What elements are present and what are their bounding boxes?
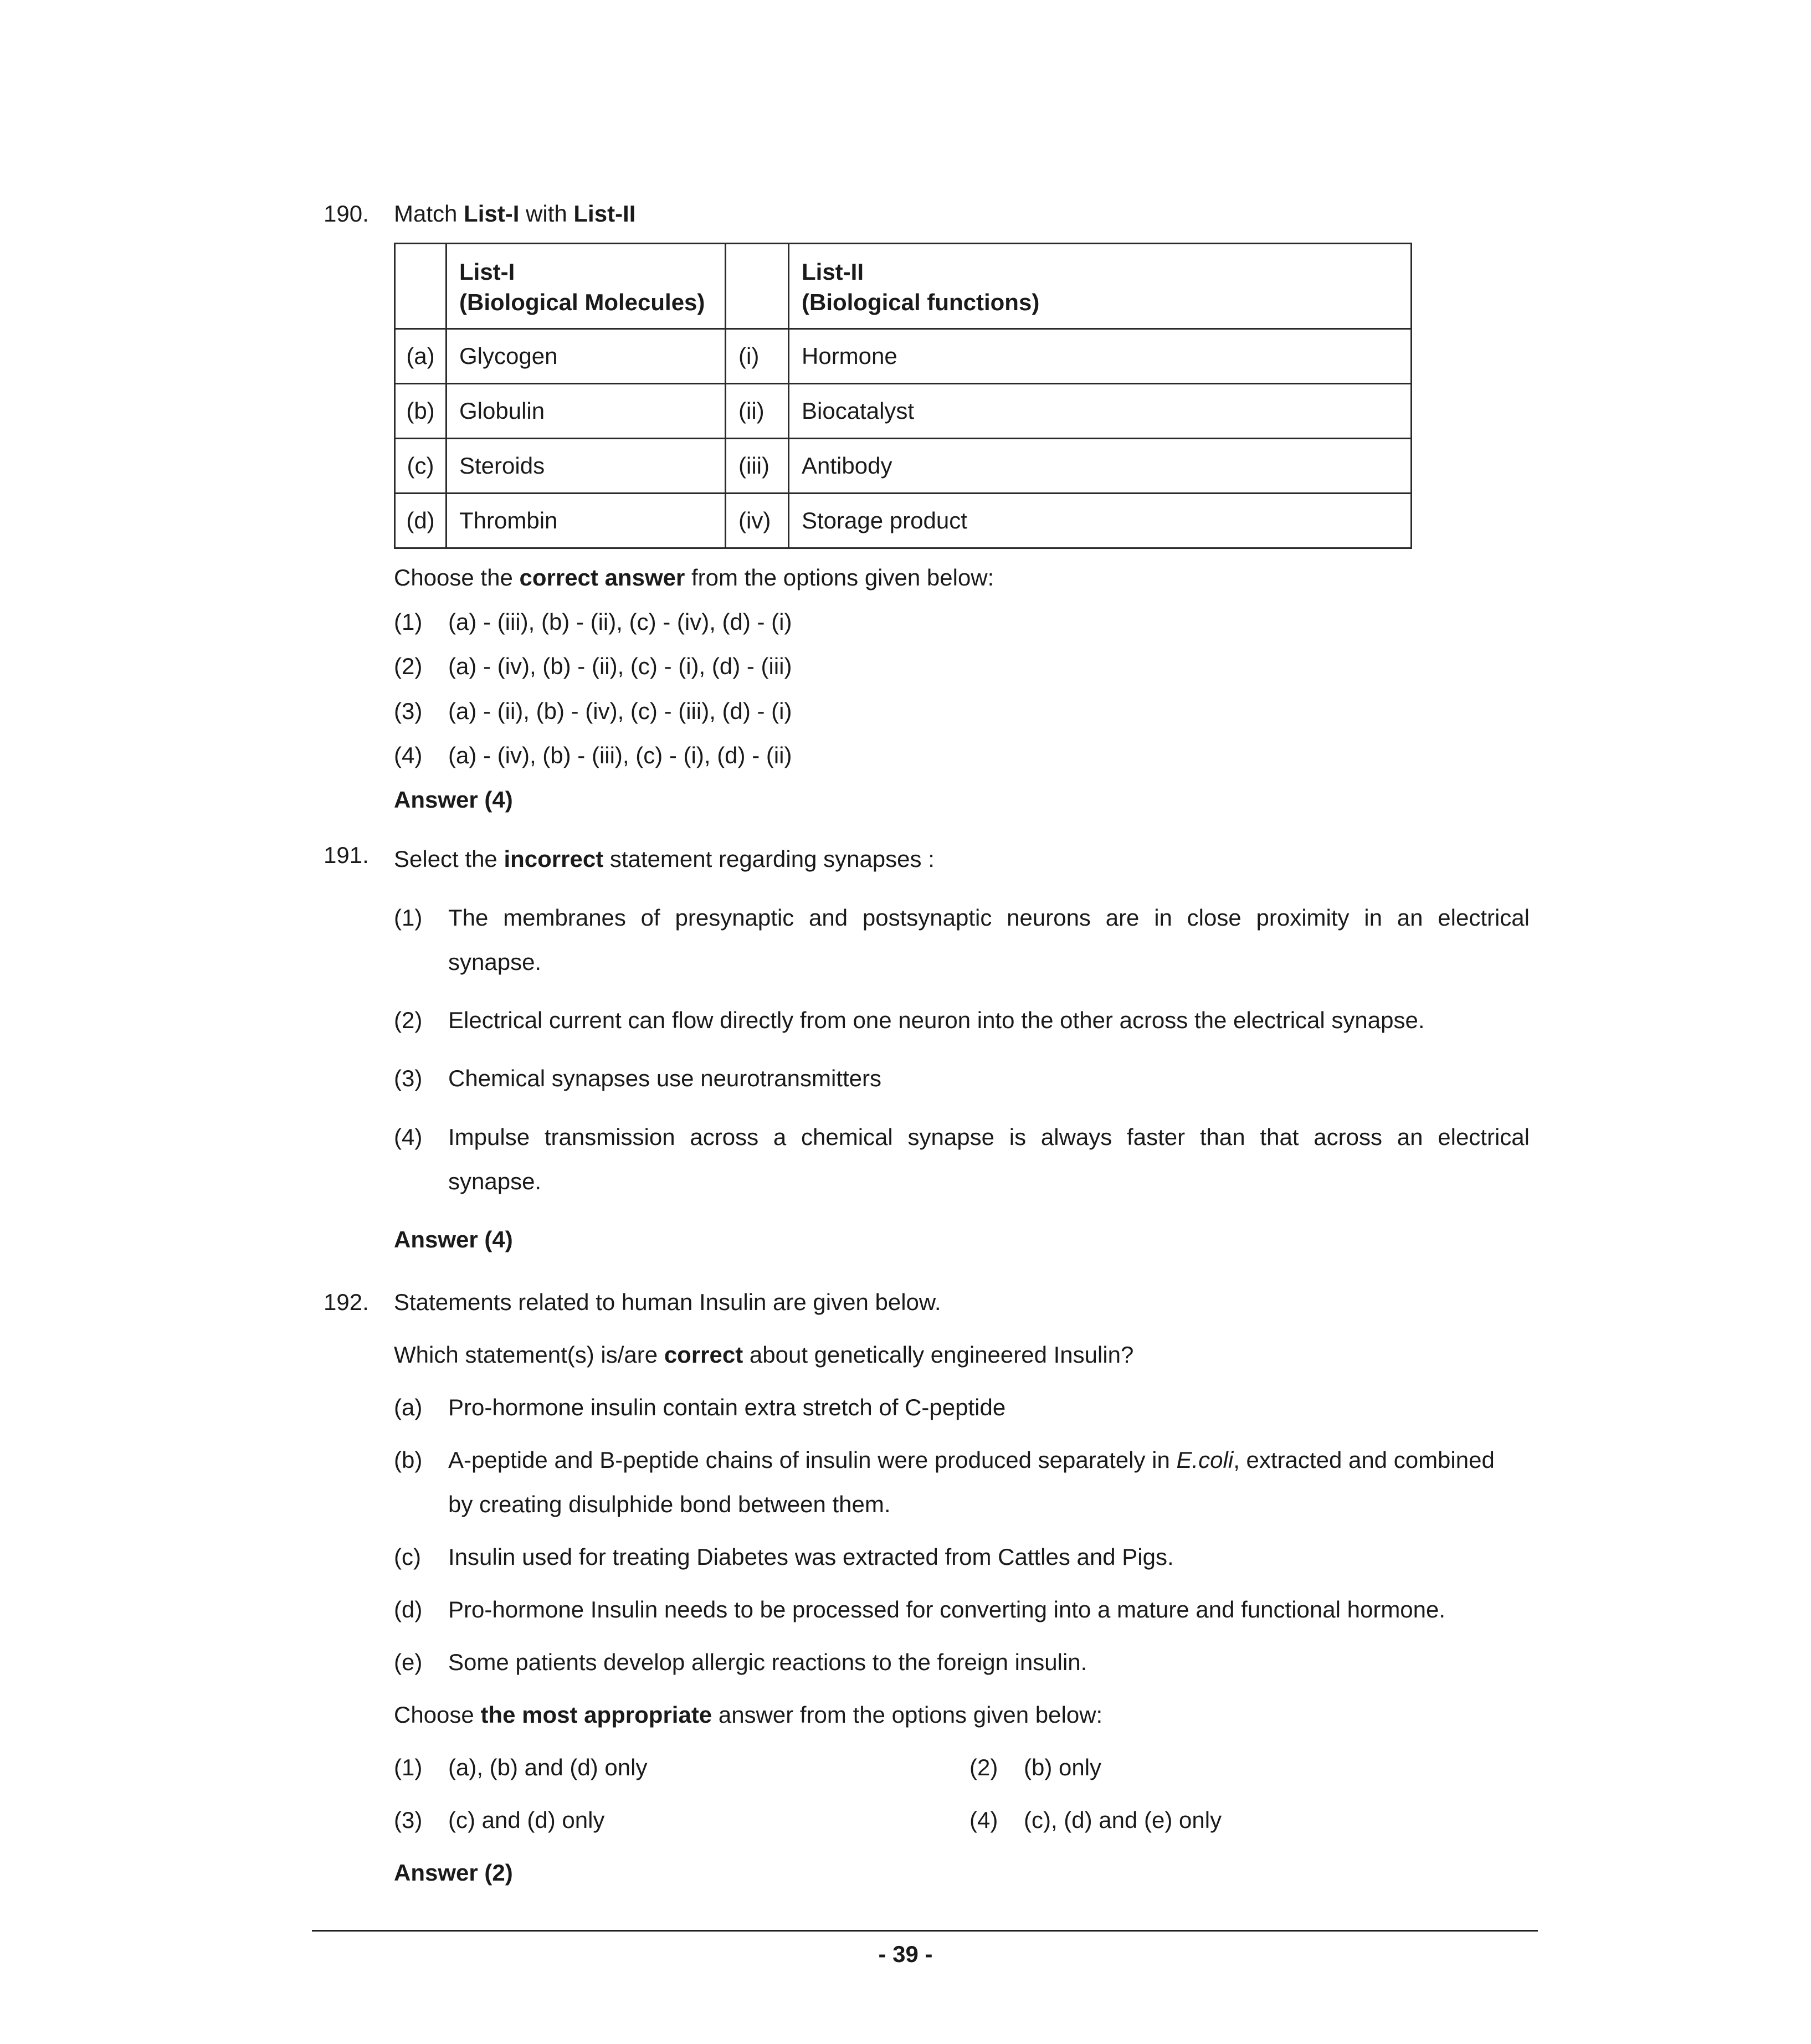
row-key: (a) — [395, 329, 447, 384]
question-prompt: Select the incorrect statement regarding synapses : — [394, 846, 935, 872]
option-number: (1) — [394, 905, 423, 931]
answer-label: Answer (2) — [394, 1860, 513, 1886]
table-row — [395, 439, 1412, 494]
option-text: (a) - (iii), (b) - (ii), (c) - (iv), (d) - (i) — [448, 609, 792, 635]
function-cell: Biocatalyst — [789, 384, 1412, 439]
list-1-subheading: (Biological Molecules) — [459, 289, 705, 315]
question-prompt: Which statement(s) is/are correct about genetically engineered Insulin? — [394, 1342, 1134, 1368]
row-key: (ii) — [726, 384, 789, 439]
answer-label: Answer (4) — [394, 1226, 513, 1252]
molecule-cell: Globulin — [447, 384, 726, 439]
option-text: The membranes of presynaptic and postsynaptic neurons are in close proximity in an electrical — [448, 905, 1530, 931]
statement-text: Some patients develop allergic reactions to the foreign insulin. — [448, 1649, 1087, 1675]
option-text: (a) - (iv), (b) - (ii), (c) - (i), (d) - (iii) — [448, 653, 792, 679]
question-prompt: Match List-I with List-II — [394, 201, 636, 227]
option-text: (a) - (ii), (b) - (iv), (c) - (iii), (d) - (i) — [448, 698, 792, 724]
option-number: (3) — [394, 1065, 423, 1091]
option-text: (c), (d) and (e) only — [1024, 1807, 1222, 1833]
statement-letter: (c) — [394, 1544, 421, 1570]
statement-text: Pro-hormone Insulin needs to be processed for converting into a mature and functional hormone. — [448, 1596, 1446, 1622]
table-header-row — [395, 244, 1412, 329]
statement-text: Pro-hormone insulin contain extra stretch of C-peptide — [448, 1394, 1006, 1420]
answer-label: Answer (4) — [394, 787, 513, 813]
option-text: (b) only — [1024, 1754, 1102, 1780]
choose-instruction: Choose the correct answer from the options given below: — [394, 564, 994, 590]
row-key: (i) — [726, 329, 789, 384]
match-table — [394, 243, 1412, 549]
question-number: 191. — [324, 842, 369, 868]
row-key: (iii) — [726, 439, 789, 494]
option-text: (c) and (d) only — [448, 1807, 605, 1833]
option-text: Chemical synapses use neurotransmitters — [448, 1065, 882, 1091]
row-key: (iv) — [726, 494, 789, 548]
table-row — [395, 384, 1412, 439]
choose-instruction: Choose the most appropriate answer from the options given below: — [394, 1702, 1103, 1728]
option-number: (2) — [969, 1754, 998, 1780]
option-number: (3) — [394, 1807, 423, 1833]
row-key: (b) — [395, 384, 447, 439]
option-number: (3) — [394, 698, 423, 724]
statement-text-continued: by creating disulphide bond between them. — [448, 1491, 891, 1517]
statement-letter: (d) — [394, 1596, 423, 1622]
question-number: 192. — [324, 1289, 369, 1315]
option-number: (1) — [394, 1754, 423, 1780]
statement-letter: (b) — [394, 1447, 423, 1473]
page-number: - 39 - — [878, 1941, 933, 1967]
option-number: (4) — [394, 1124, 423, 1150]
question-intro: Statements related to human Insulin are given below. — [394, 1289, 941, 1315]
molecule-cell: Thrombin — [447, 494, 726, 548]
option-text: Electrical current can flow directly from one neuron into the other across the electrical synapse. — [448, 1007, 1425, 1033]
question-number: 190. — [324, 201, 369, 227]
statement-text: Insulin used for treating Diabetes was extracted from Cattles and Pigs. — [448, 1544, 1174, 1570]
footer-divider — [312, 1930, 1538, 1932]
table-row — [395, 494, 1412, 548]
option-number: (4) — [394, 742, 423, 768]
statement-letter: (a) — [394, 1394, 423, 1420]
row-key: (c) — [395, 439, 447, 494]
option-number: (2) — [394, 1007, 423, 1033]
molecule-cell: Steroids — [447, 439, 726, 494]
list-2-heading: List-II — [802, 258, 864, 285]
statement-text: A-peptide and B-peptide chains of insulin were produced separately in E.coli, extracted and combined — [448, 1447, 1495, 1473]
list-1-heading: List-I — [459, 258, 515, 285]
statement-letter: (e) — [394, 1649, 423, 1675]
function-cell: Hormone — [789, 329, 1412, 384]
option-text-continued: synapse. — [448, 1168, 542, 1194]
function-cell: Antibody — [789, 439, 1412, 494]
table-row — [395, 329, 1412, 384]
list-2-subheading: (Biological functions) — [802, 289, 1040, 315]
option-text: (a), (b) and (d) only — [448, 1754, 648, 1780]
row-key: (d) — [395, 494, 447, 548]
option-text: Impulse transmission across a chemical synapse is always faster than that across an electrical — [448, 1124, 1530, 1150]
option-number: (2) — [394, 653, 423, 679]
option-number: (4) — [969, 1807, 998, 1833]
option-number: (1) — [394, 609, 423, 635]
option-text-continued: synapse. — [448, 949, 542, 975]
option-text: (a) - (iv), (b) - (iii), (c) - (i), (d) - (ii) — [448, 742, 792, 768]
molecule-cell: Glycogen — [447, 329, 726, 384]
function-cell: Storage product — [789, 494, 1412, 548]
